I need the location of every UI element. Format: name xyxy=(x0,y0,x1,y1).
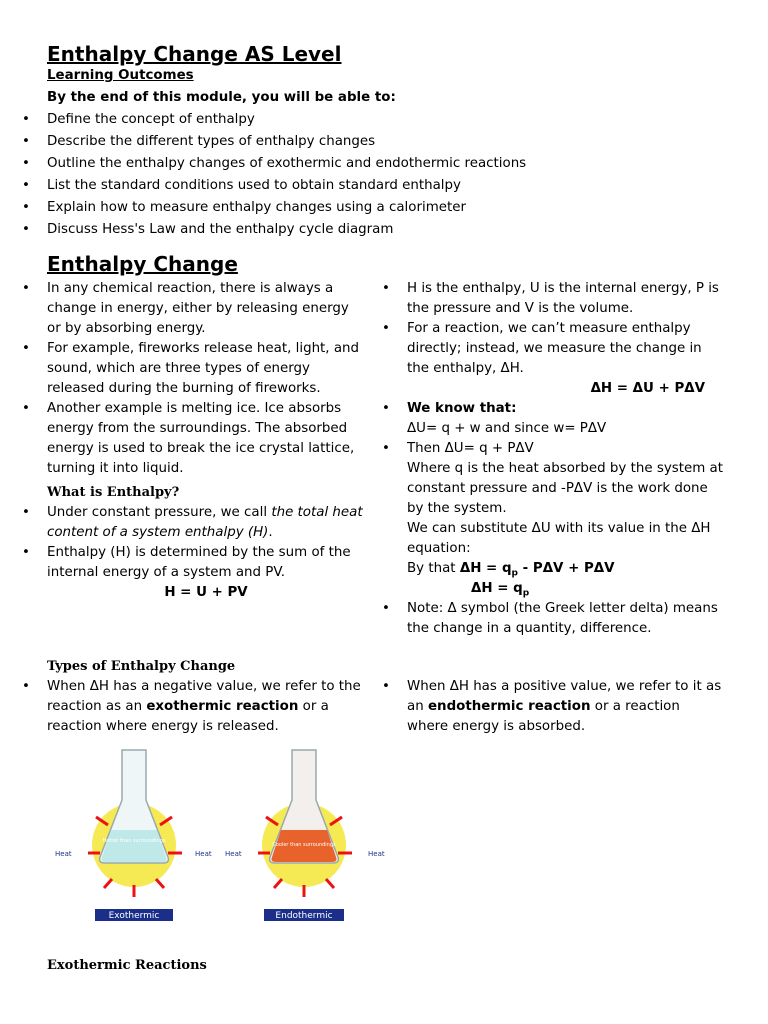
exothermic-definition: • When ΔH has a negative value, we refer to the reaction as an exothermic reaction or a reaction where energy is released. xyxy=(22,679,361,734)
svg-text:Hotter than surroundings: Hotter than surroundings xyxy=(102,838,166,844)
list-item: • Discuss Hess's Law and the enthalpy cycle diagram xyxy=(22,222,394,237)
list-item: • H is the enthalpy, U is the internal energy, P is the pressure and V is the volume. xyxy=(382,281,719,316)
svg-text:Heat: Heat xyxy=(55,850,72,858)
list-item: • Describe the different types of enthalpy changes xyxy=(22,134,376,149)
exothermic-flask xyxy=(55,750,212,921)
list-item: • For a reaction, we can’t measure enthalpy directly; instead, we measure the change in the enthalpy, ΔH. xyxy=(382,321,702,376)
endothermic-definition: • When ΔH has a positive value, we refer to it as an endothermic reaction or a reaction where energy is absorbed. xyxy=(382,679,722,734)
svg-text:Endothermic: Endothermic xyxy=(275,911,333,921)
svg-text:Heat: Heat xyxy=(368,850,385,858)
exo-endo-figure xyxy=(50,745,390,930)
outcomes-list xyxy=(22,109,687,241)
svg-text:Heat: Heat xyxy=(195,850,212,858)
list-item: • We know that: ΔU= q + w and since w= PΔV xyxy=(382,401,607,436)
list-item: • Then ΔU= q + PΔV Where q is the heat absorbed by the system at constant pressure and -PΔV is the work done by the system. We can substitute ΔU with its value in the ΔH equation: By that $\Delta H = q_p - P\Delta V + P\Delta V$ xyxy=(382,441,723,579)
what-is-enthalpy-heading: What is Enthalpy? xyxy=(47,485,180,500)
left-column xyxy=(22,279,365,603)
list-item: • Explain how to measure enthalpy changes using a calorimeter xyxy=(22,200,466,215)
exothermic-reactions-heading: Exothermic Reactions xyxy=(47,958,207,973)
list-item: • Under constant pressure, we call the total heat content of a system enthalpy (H). xyxy=(22,505,363,540)
svg-text:Heat: Heat xyxy=(225,850,242,858)
svg-text:Exothermic: Exothermic xyxy=(108,911,160,921)
list-item: • Another example is melting ice. Ice absorbs energy from the surroundings. The absorbed energy is used to break the ice crystal lattice, turning it into liquid. xyxy=(22,401,355,476)
list-item: • In any chemical reaction, there is always a change in energy, either by releasing energy or by absorbing energy. xyxy=(22,281,349,336)
svg-text:Cooler than surroundings: Cooler than surroundings xyxy=(272,842,336,848)
outcomes-intro: By the end of this module, you will be able to: xyxy=(47,90,396,105)
learning-outcomes-heading: Learning Outcomes xyxy=(47,68,194,83)
page-title: Enthalpy Change AS Level xyxy=(47,42,342,66)
endothermic-flask xyxy=(225,750,385,921)
list-item: • Outline the enthalpy changes of exothermic and endothermic reactions xyxy=(22,156,527,171)
final-equation: $\Delta H = q_p$ xyxy=(471,581,530,599)
types-heading: Types of Enthalpy Change xyxy=(47,659,236,674)
list-item: • List the standard conditions used to obtain standard enthalpy xyxy=(22,178,461,193)
list-item: • Define the concept of enthalpy xyxy=(22,112,255,127)
list-item: • Note: Δ symbol (the Greek letter delta) means the change in a quantity, difference. xyxy=(382,601,718,636)
list-item: • Enthalpy (H) is determined by the sum of the internal energy of a system and PV. xyxy=(22,545,351,580)
section-heading: Enthalpy Change xyxy=(47,252,238,276)
enthalpy-equation: H = U + PV xyxy=(164,585,248,600)
list-item: • For example, fireworks release heat, light, and sound, which are three types of energy released during the burning of fireworks. xyxy=(22,341,360,396)
right-column xyxy=(382,279,725,639)
delta-h-equation: ΔH = ΔU + PΔV xyxy=(590,381,705,396)
